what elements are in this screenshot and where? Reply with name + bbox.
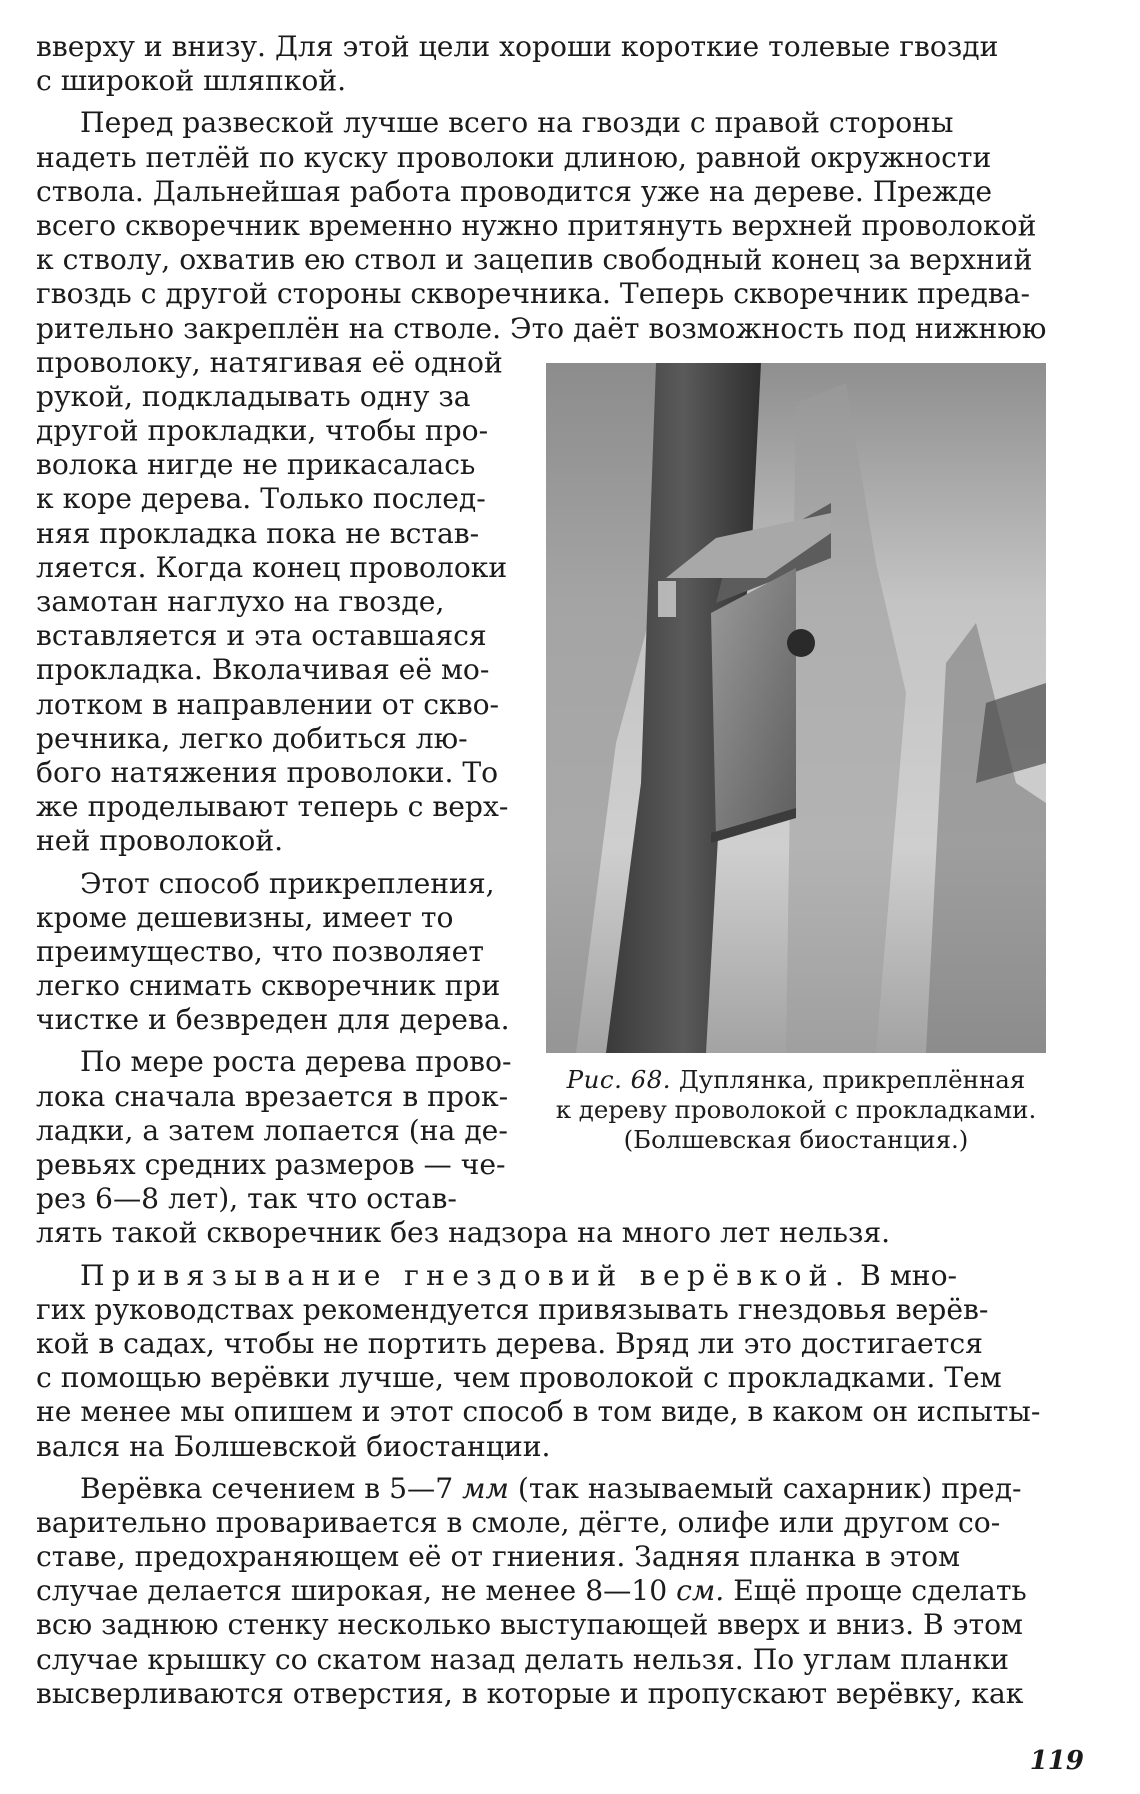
- text-line: прокладка. Вколачивая её мо-: [36, 653, 490, 687]
- text-line: ставе, предохраняющем её от гниения. Задняя планка в этом: [36, 1540, 961, 1574]
- text-fragment: случае делается широкая, не менее 8—10: [36, 1574, 677, 1608]
- text-line: гих руководствах рекомендуется привязывать гнездовья верёв-: [36, 1292, 989, 1326]
- figure-caption: [546, 1065, 1046, 1155]
- text-line: няя прокладка пока не встав-: [36, 516, 480, 550]
- text-line: варительно проваривается в смоле, дёгте, олифе или другом со-: [36, 1505, 1001, 1539]
- text-line: гвоздь с другой стороны скворечника. Теперь скворечник предва-: [36, 277, 1031, 311]
- text-line: лока сначала врезается в прок-: [36, 1079, 509, 1113]
- text-line: чистке и безвреден для дерева.: [36, 1003, 510, 1037]
- text-line: не менее мы опишем и этот способ в том виде, в каком он испыты-: [36, 1395, 1041, 1429]
- text-line: рез 6—8 лет), так что остав-: [36, 1182, 457, 1216]
- caption-line: к дереву проволокой с прокладками.: [555, 1095, 1037, 1124]
- text-line: кроме дешевизны, имеет то: [36, 900, 454, 934]
- text-line: замотан наглухо на гвозде,: [36, 585, 445, 618]
- text-line: лотком в направлении от скво-: [36, 687, 500, 721]
- text-line: [36, 1472, 1086, 1506]
- text-line: случае крышку со скатом назад делать нельзя. По углам планки: [36, 1642, 1009, 1676]
- text-line: ляется. Когда конец проволоки: [36, 550, 508, 584]
- text-line: легко снимать скворечник при: [36, 969, 501, 1003]
- caption-text: Дуплянка, прикреплённая: [671, 1065, 1026, 1094]
- text-fragment: В мно-: [851, 1258, 958, 1292]
- page-number: 119: [1029, 1746, 1084, 1776]
- text-line: надеть петлёй по куску проволоки длиною, равной окружности: [36, 140, 992, 174]
- text-line: всего скворечник временно нужно притянуть верхней проволокой: [36, 208, 1037, 242]
- text-line: с помощью верёвки лучше, чем проволокой с прокладками. Тем: [36, 1361, 1002, 1395]
- text-line: речника, легко добиться лю-: [36, 721, 468, 755]
- text-line: бого натяжения проволоки. То: [36, 755, 499, 789]
- text-line: рительно закреплён на стволе. Это даёт возможность под нижнюю: [36, 311, 1047, 345]
- figure-label: Рис. 68.: [566, 1065, 672, 1094]
- text-line: к коре дерева. Только послед-: [36, 482, 486, 516]
- text-line: ней проволокой.: [36, 824, 284, 858]
- text-line: вверху и внизу. Для этой цели хороши короткие толевые гвозди: [36, 30, 999, 63]
- caption-line: [546, 1065, 1046, 1095]
- text-line: вался на Болшевской биостанции.: [36, 1429, 551, 1463]
- text-line: ствола. Дальнейшая работа проводится уже на дереве. Прежде: [36, 174, 993, 208]
- text-line: всю заднюю стенку несколько выступающей вверх и вниз. В этом: [36, 1608, 1023, 1642]
- text-line: волока нигде не прикасалась: [36, 448, 476, 482]
- text-fragment: Ещё проще сделать: [724, 1574, 1027, 1608]
- text-line: [36, 1574, 1086, 1608]
- caption-line: (Болшевская биостанция.): [623, 1125, 969, 1154]
- text-line: с широкой шляпкой.: [36, 64, 347, 98]
- figure-68: [546, 363, 1046, 1155]
- text-line: же проделывают теперь с верх-: [36, 790, 509, 824]
- text-line: кой в садах, чтобы не портить дерева. Вряд ли это достигается: [36, 1326, 983, 1360]
- text-line: к стволу, охватив ею ствол и зацепив свободный конец за верхний: [36, 243, 1033, 277]
- text-line: проволоку, натягивая её одной: [36, 345, 503, 379]
- text-fragment: Верёвка сечением в 5—7: [80, 1471, 463, 1505]
- text-line: высверливаются отверстия, в которые и пропускают верёвку, как: [36, 1676, 1024, 1710]
- unit-cm: см.: [676, 1574, 725, 1608]
- text-line: ладки, а затем лопается (на де-: [36, 1113, 508, 1147]
- text-line: Этот способ прикрепления,: [80, 866, 495, 900]
- text-line: лять такой скворечник без надзора на много лет нельзя.: [36, 1216, 891, 1250]
- text-line: Перед развеской лучше всего на гвозди с правой стороны: [80, 106, 954, 140]
- birdhouse-photo: [546, 363, 1046, 1053]
- top-continuation: [36, 30, 1086, 98]
- text-line: рукой, подкладывать одну за: [36, 379, 471, 413]
- unit-mm: мм: [462, 1471, 509, 1505]
- text-fragment: (так называемый сахарник) пред-: [508, 1471, 1022, 1505]
- text-line: вставляется и эта оставшаяся: [36, 619, 487, 653]
- paragraph-rope-details: [36, 1472, 1086, 1711]
- text-line: ревьях средних размеров — че-: [36, 1148, 506, 1181]
- paragraph-rope-tying: [36, 1259, 1086, 1464]
- text-line: другой прокладки, чтобы про-: [36, 414, 489, 448]
- text-line: преимущество, что позволяет: [36, 934, 484, 968]
- text-line: [36, 1259, 1086, 1293]
- text-line: По мере роста дерева прово-: [80, 1045, 512, 1079]
- section-heading: Привязывание гнездовий верёвкой.: [80, 1258, 852, 1292]
